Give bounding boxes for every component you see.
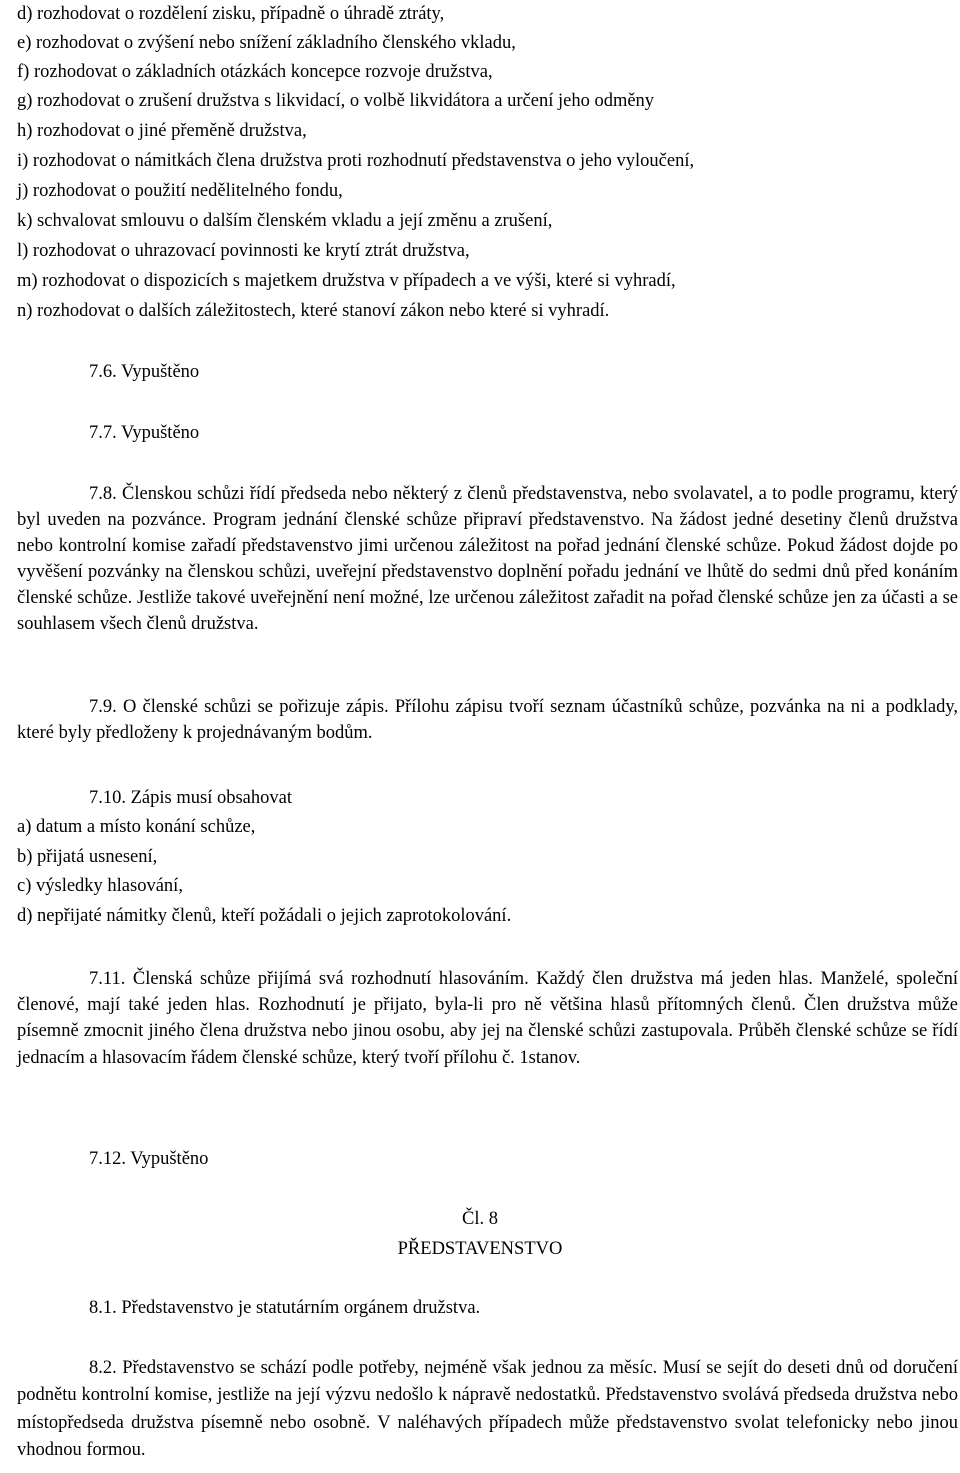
- section-7-11: [17, 966, 958, 1071]
- list-item-j: j) rozhodovat o použití nedělitelného fondu,: [17, 181, 343, 201]
- section-7-8-body: podle programu, který byl uveden na pozvánce. Program jednání členské schůze připraví představenstvo. Na žádost jedné desetiny členů družstva nebo kontrolní komise zařadí představenstvo jimi určenou záležitost na pořad jednání členské schůze. Pokud žádost dojde po vyvěšení pozvánky na členskou schůzi, uveřejní představenstvo doplnění pořadu jednání ve lhůtě do sedmi dnů před konáním členské schůze. Jestliže takové uveřejnění není možné, lze určenou záležitost zařadit na pořad členské schůze jen za účasti a se souhlasem všech členů družstva.: [17, 484, 959, 635]
- article-title: PŘEDSTAVENSTVO: [397, 1239, 563, 1259]
- section-7-8: [17, 481, 958, 638]
- section-7-7: 7.7. Vypuštěno: [89, 423, 200, 443]
- section-7-8-lead: 7.8. Členskou schůzi řídí předseda nebo některý z členů představenstva, nebo svolavatel, a to: [89, 484, 787, 504]
- section-8-2-lead: 8.2. Představenstvo se schází podle potřeby, nejméně však jednou za měsíc. Musí se sejít do: [89, 1358, 782, 1378]
- list-item-h: h) rozhodovat o jiné přeměně družstva,: [17, 121, 307, 141]
- section-7-9: [17, 694, 958, 746]
- section-7-10-title: 7.10. Zápis musí obsahovat: [89, 788, 292, 808]
- section-7-9-body: na ni a podklady, které byly předloženy k projednávaným bodům.: [17, 697, 959, 744]
- list-item-i: i) rozhodovat o námitkách člena družstva proti rozhodnutí představenstva o jeho vyloučení,: [17, 151, 695, 171]
- list-item-d: d) rozhodovat o rozdělení zisku, případně o úhradě ztráty,: [17, 4, 445, 24]
- list-item-l: l) rozhodovat o uhrazovací povinnosti ke krytí ztrát družstva,: [17, 241, 470, 261]
- section-7-10-item-a: a) datum a místo konání schůze,: [17, 817, 256, 837]
- section-7-12: 7.12. Vypuštěno: [89, 1149, 209, 1169]
- list-item-k: k) schvalovat smlouvu o dalším členském vkladu a její změnu a zrušení,: [17, 211, 553, 231]
- list-item-f: f) rozhodovat o základních otázkách koncepce rozvoje družstva,: [17, 62, 493, 82]
- section-7-11-lead: 7.11. Členská schůze přijímá svá rozhodnutí hlasováním. Každý člen družstva má jeden hlas.: [89, 969, 813, 989]
- section-8-1: 8.1. Představenstvo je statutárním orgánem družstva.: [89, 1298, 481, 1318]
- section-7-11-body: Manželé, společní členové, mají také jeden hlas. Rozhodnutí je přijato, byla-li pro ně většina hlasů přítomných členů. Člen družstva může písemně zmocnit jiného člena družstva nebo jinou osobu, aby jej na členské schůzi zastupovala. Průběh členské schůze se řídí jednacím a hlasovacím řádem členské schůze, který tvoří přílohu č. 1stanov.: [17, 969, 958, 1068]
- list-item-e: e) rozhodovat o zvýšení nebo snížení základního členského vkladu,: [17, 33, 516, 53]
- section-7-10-item-d: d) nepřijaté námitky členů, kteří požádali o jejich zaprotokolování.: [17, 906, 512, 926]
- article-number: Čl. 8: [462, 1209, 498, 1229]
- list-item-m: m) rozhodovat o dispozicích s majetkem družstva v případech a ve výši, které si vyhradí,: [17, 271, 676, 291]
- section-7-9-lead: 7.9. O členské schůzi se pořizuje zápis. Přílohu zápisu tvoří seznam účastníků schůze, pozvánka: [89, 697, 821, 717]
- section-8-2: [17, 1355, 958, 1464]
- section-7-10-item-c: c) výsledky hlasování,: [17, 876, 183, 896]
- section-8-2-body: deseti dnů od doručení podnětu kontrolní komise, jestliže na její výzvu nedošlo k nápravě nedostatků. Představenstvo svolává předseda družstva nebo místopředseda družstva písemně nebo osobně. V naléhavých případech může představenstvo svolat telefonicky nebo jinou vhodnou formou.: [17, 1358, 959, 1460]
- list-item-g: g) rozhodovat o zrušení družstva s likvidací, o volbě likvidátora a určení jeho odměny: [17, 91, 655, 111]
- section-7-10-item-b: b) přijatá usnesení,: [17, 847, 158, 867]
- list-item-n: n) rozhodovat o dalších záležitostech, které stanoví zákon nebo které si vyhradí.: [17, 301, 610, 321]
- section-7-6: 7.6. Vypuštěno: [89, 362, 200, 382]
